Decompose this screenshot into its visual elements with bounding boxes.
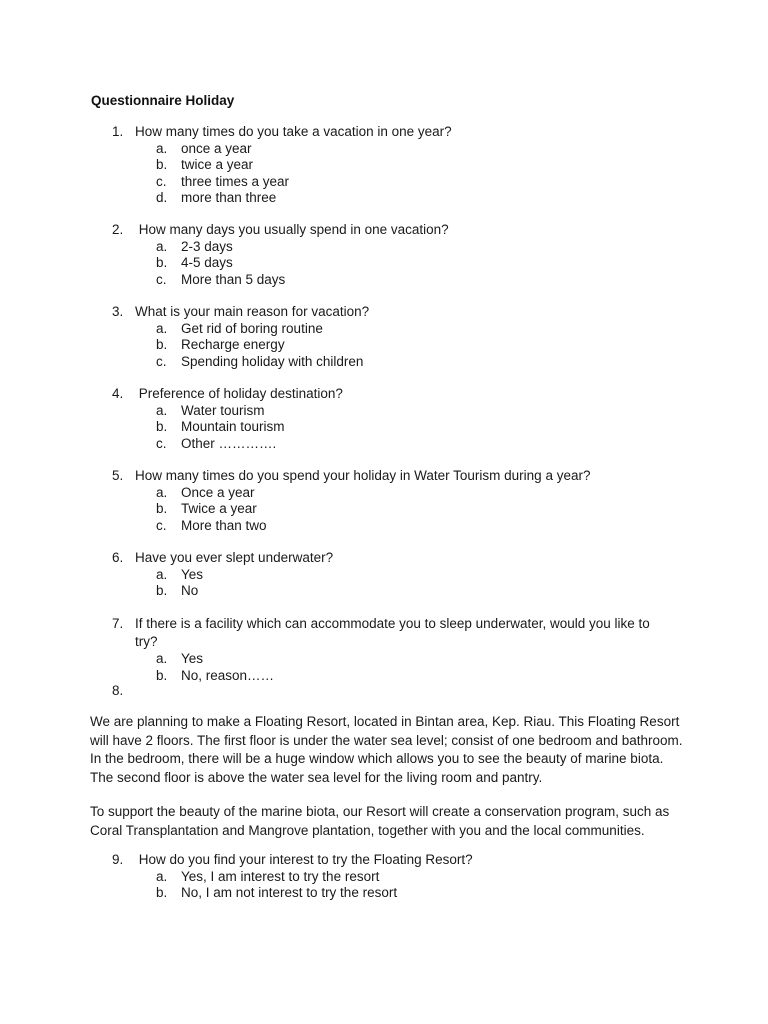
option-letter: a. [156, 402, 168, 418]
question-text: How many times do you spend your holiday in Water Tourism during a year? [135, 468, 591, 483]
option-text: Once a year [181, 484, 255, 500]
option-letter: b. [156, 157, 168, 172]
option-item [156, 485, 682, 502]
option-letter: a. [156, 238, 168, 254]
option-text: 2-3 days [181, 238, 233, 254]
question-number: 6. [112, 550, 124, 565]
document-title: Questionnaire Holiday [91, 93, 235, 108]
option-text: Yes [181, 651, 204, 666]
option-item [156, 869, 682, 886]
option-item [156, 518, 682, 535]
option-item [156, 157, 682, 174]
question-number: 2. [112, 222, 124, 237]
option-item [156, 403, 682, 420]
option-text: Twice a year [181, 501, 257, 516]
option-text: Yes [181, 566, 204, 582]
question-number: 5. [112, 468, 124, 483]
conservation-paragraph: To support the beauty of the marine biota, our Resort will create a conservation program, such as Coral Transplantation and Mangrove plantation, together with you and the local communities. [90, 804, 670, 838]
option-text: Get rid of boring routine [181, 320, 323, 336]
question-number: 4. [112, 386, 124, 401]
option-letter: a. [156, 140, 168, 156]
option-letter: a. [156, 320, 168, 336]
question-9 [112, 852, 682, 902]
option-item [156, 321, 682, 338]
option-letter: c. [156, 353, 167, 369]
option-letter: a. [156, 868, 168, 884]
option-item [156, 436, 682, 453]
option-item [156, 885, 682, 902]
intro-paragraph: We are planning to make a Floating Resort, located in Bintan area, Kep. Riau. This Floating Resort will have 2 floors. The first floor is under the water sea level; consist of one bedroom and bathroom. In the bedroom, there will be a huge window which allows you to see the beauty of marine biota. The second floor is above the water sea level for the living room and pantry. [90, 714, 683, 785]
option-letter: a. [156, 651, 168, 666]
option-letter: a. [156, 484, 168, 500]
question-text: How many times do you take a vacation in one year? [135, 124, 452, 139]
option-text: More than two [181, 517, 267, 533]
option-text: No [181, 583, 199, 598]
question-text [135, 683, 675, 700]
option-item [156, 190, 682, 207]
option-item [156, 354, 682, 371]
option-item [156, 501, 682, 518]
option-text: Recharge energy [181, 337, 285, 352]
question-5 [112, 468, 682, 534]
option-text: More than 5 days [181, 271, 286, 287]
option-text: Yes, I am interest to try the resort [181, 868, 380, 884]
option-item [156, 272, 682, 289]
question-number: 7. [112, 616, 124, 631]
option-letter: b. [156, 337, 168, 352]
question-7 [112, 615, 682, 684]
option-text: more than three [181, 190, 277, 205]
option-letter: b. [156, 255, 168, 270]
option-text: three times a year [181, 173, 290, 189]
question-number: 3. [112, 304, 124, 319]
option-item [156, 255, 682, 272]
option-letter: b. [156, 419, 168, 434]
option-item [156, 668, 682, 685]
option-text: twice a year [181, 157, 254, 172]
option-letter: b. [156, 667, 168, 683]
option-text: Other …………. [181, 435, 277, 451]
question-2 [112, 222, 682, 288]
question-text: Have you ever slept underwater? [135, 550, 334, 565]
option-letter: c. [156, 517, 167, 533]
question-number: 9. [112, 852, 124, 867]
question-text: How many days you usually spend in one vacation? [135, 222, 449, 237]
question-6 [112, 550, 682, 600]
option-text: No, I am not interest to try the resort [181, 885, 398, 900]
option-item [156, 337, 682, 354]
option-text: Water tourism [181, 402, 265, 418]
question-text: If there is a facility which can accommodate you to sleep underwater, would you like to try? [135, 616, 650, 649]
option-letter: b. [156, 501, 168, 516]
option-item [156, 174, 682, 191]
option-text: Mountain tourism [181, 419, 285, 434]
option-item [156, 239, 682, 256]
question-8 [112, 683, 682, 700]
option-letter: a. [156, 566, 168, 582]
question-text: Preference of holiday destination? [135, 386, 343, 401]
question-4 [112, 386, 682, 452]
option-letter: b. [156, 583, 168, 598]
option-item [156, 141, 682, 158]
option-text: No, reason…… [181, 667, 275, 683]
question-3 [112, 304, 682, 370]
option-letter: b. [156, 885, 168, 900]
question-number: 1. [112, 124, 124, 139]
question-text: What is your main reason for vacation? [135, 304, 370, 319]
option-text: Spending holiday with children [181, 353, 364, 369]
option-letter: c. [156, 271, 167, 287]
question-1 [112, 124, 682, 207]
option-text: 4-5 days [181, 255, 233, 270]
option-letter: c. [156, 435, 167, 451]
option-item [156, 567, 682, 584]
option-letter: d. [156, 190, 168, 205]
option-item [156, 583, 682, 600]
question-number: 8. [112, 683, 124, 698]
question-text: How do you find your interest to try the Floating Resort? [135, 852, 473, 867]
option-item [156, 419, 682, 436]
option-text: once a year [181, 140, 252, 156]
option-letter: c. [156, 173, 167, 189]
option-item [156, 651, 682, 668]
